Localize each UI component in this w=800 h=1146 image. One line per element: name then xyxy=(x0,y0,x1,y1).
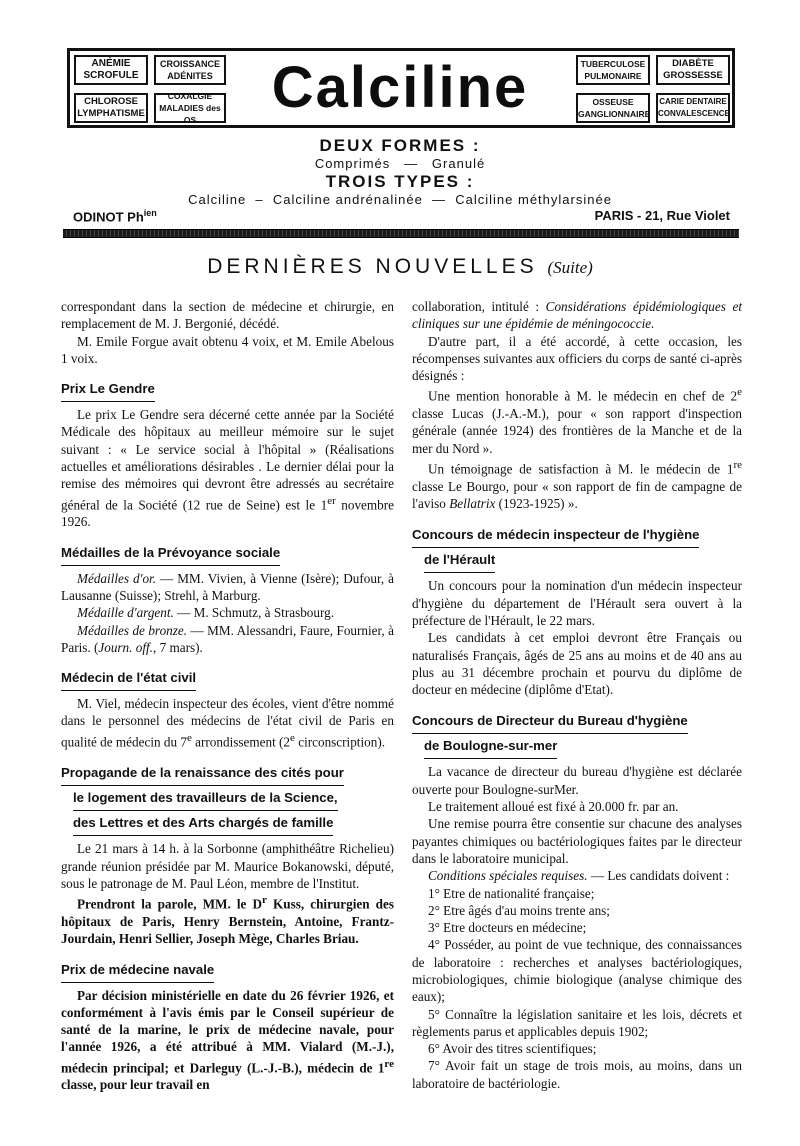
ad-box-line: SCROFULE xyxy=(83,70,139,81)
paragraph xyxy=(61,695,394,750)
superscript: r xyxy=(262,894,267,907)
heading-text: Prix de médecine navale xyxy=(61,959,214,983)
ad-brand-name: Calciline xyxy=(271,55,529,120)
italic-label: Médailles d'or. xyxy=(77,570,157,586)
condition-item: 5° Connaître la législation sanitaire et les lois, décrets et règlements parus et applicables depuis 1902; xyxy=(412,1006,742,1039)
ad-box-line: PULMONAIRE xyxy=(584,71,642,81)
paragraph-text: Kuss, chirurgien des hôpitaux de Paris, Henry Bernstein, Antoine, Frantz-Jourdain, Henri Sellier, Joseph Mège, Charles Briau. xyxy=(61,896,394,947)
paragraph-text: — MM. Alessandri, Faure, Fournier, à Paris. ( xyxy=(61,622,394,655)
heading-text: Concours de Directeur du Bureau d'hygiène xyxy=(412,709,688,734)
paragraph-text: M. Viel, médecin inspecteur des écoles, vient d'être nommé dans le personnel des médecins de l'état civil de Paris en qualité de médecin du 7 xyxy=(61,696,394,750)
ad-box-chlorose xyxy=(74,93,148,123)
ad-box-osseuse xyxy=(576,93,650,123)
ad-box-line: CONVALESCENCE xyxy=(658,109,730,118)
paragraph: D'autre part, il a été accordé, à cette occasion, les récompenses suivantes aux officiers du corps de santé ci-après désignés : xyxy=(412,333,742,384)
types-list: Calciline – Calciline andrénalinée — Calciline méthylarsinée xyxy=(188,192,612,207)
paragraph: La vacance de directeur du bureau d'hygiène est déclarée ouverte pour Boulogne-surMer. xyxy=(412,764,742,797)
heading-text: Propagande de la renaissance des cités pour xyxy=(61,761,344,786)
ad-box-line: MALADIES des OS xyxy=(159,103,221,125)
section-title xyxy=(0,255,800,279)
paragraph-text: (1923-1925) ». xyxy=(495,496,578,512)
paragraph-text: — M. Schmutz, à Strasbourg. xyxy=(173,605,335,621)
paragraph xyxy=(61,622,394,657)
ad-box-line: OSSEUSE xyxy=(592,97,634,107)
heading-concours-herault xyxy=(412,523,742,573)
heading-text: le logement des travailleurs de la Science, xyxy=(73,786,338,811)
ad-box-line: CHLOROSE xyxy=(84,96,138,107)
paragraph: Les candidats à cet emploi devront être Français ou naturalisés Français, âgés de 25 ans au moins et de 40 ans au plus au 31 décembre prochain et pourvu du diplôme de docteur en médecine (diplôme d'Etat). xyxy=(412,630,742,698)
paragraph: Un concours pour la nomination d'un médecin inspecteur d'hygiène du département de l'Hérault sera ouvert à la préfecture de l'Hérault, le 22 mars. xyxy=(412,578,742,628)
paragraph-text: Prendront la parole, MM. le D xyxy=(77,896,263,912)
paragraph-text: classe Lucas (J.-A.-M.), pour « son rapport d'inspection générale (année 1924) des frontières de la Manche et de la mer du Nord ». xyxy=(412,406,742,456)
paragraph: Une remise pourra être consentie sur chacune des analyses payantes chimiques ou bactériologiques faites par le directeur dans le laboratoire municipal. xyxy=(412,816,742,866)
condition-item: 1° Etre de nationalité française; xyxy=(428,885,595,901)
paragraph-text: novembre 1926. xyxy=(61,497,394,530)
italic-label: Conditions spéciales requises. xyxy=(428,868,588,884)
forms-list: Comprimés — Granulé xyxy=(314,156,486,171)
paragraph: Le 21 mars à 14 h. à la Sorbonne (amphithéâtre Richelieu) grande réunion présidée par M. Maurice Bokanowski, député, sous le patronage de M. Paul Léon, membre de l'Institut. xyxy=(61,841,394,892)
condition-item: 3° Etre docteurs en médecine; xyxy=(428,920,587,936)
ad-box-line: CARIE DENTAIRE xyxy=(659,97,727,106)
heading-prix-le-gendre xyxy=(61,378,394,402)
paragraph xyxy=(61,892,394,947)
heading-text: de l'Hérault xyxy=(424,548,495,573)
ad-box-line: ADÉNITES xyxy=(167,71,213,81)
paragraph xyxy=(61,406,394,530)
superscript: e xyxy=(737,386,742,399)
heading-medailles-prevoyance xyxy=(61,542,394,566)
heading-text: Prix Le Gendre xyxy=(61,378,155,402)
paragraph-text: collaboration, intitulé : xyxy=(412,299,546,314)
heading-medecin-etat-civil xyxy=(61,667,394,691)
superscript: re xyxy=(384,1057,394,1070)
section-title-suite: (Suite) xyxy=(547,258,593,277)
paragraph-text: arrondissement (2 xyxy=(191,734,291,750)
paragraph-text: Une mention honorable à M. le médecin en chef de 2 xyxy=(428,388,738,404)
heading-text: des Lettres et des Arts chargés de famille xyxy=(73,811,333,836)
italic-label: Médailles de bronze. xyxy=(77,622,188,638)
paragraph xyxy=(61,604,394,621)
ad-box-croissance xyxy=(154,55,226,85)
paragraph-text: Le prix Le Gendre sera décerné cette année par la Société Médicale des hôpitaux au meilleur mémoire sur le sujet suivant : « Le service social à l'hôpital » (Réalisations actuelles et améliorations désirables . Le dernier délai pour la remise des mémoires qui devront être adressés au secrétaire général de la Société (12 rue de Seine) est le 1 xyxy=(61,407,394,513)
condition-item: 7° Avoir fait un stage de trois mois, au moins, dans un laboratoire de bactériologie. xyxy=(412,1058,742,1091)
paragraph-text: , 7 mars). xyxy=(152,639,203,655)
forms-title: DEUX FORMES : xyxy=(319,136,481,155)
ad-box-diabete xyxy=(656,55,730,85)
maker-name-text: ODINOT Ph xyxy=(73,209,144,225)
paragraph xyxy=(412,298,742,333)
ad-box-line: GROSSESSE xyxy=(663,70,723,81)
right-column xyxy=(412,298,742,1092)
maker-name xyxy=(73,208,157,224)
heading-text: de Boulogne-sur-mer xyxy=(424,734,557,759)
ad-box-coxalgie xyxy=(154,93,226,123)
italic-ship-name: Bellatrix xyxy=(449,496,496,512)
paragraph xyxy=(61,987,394,1094)
paragraph-text: Un témoignage de satisfaction à M. le médecin de 1 xyxy=(428,461,734,477)
heading-text: Concours de médecin inspecteur de l'hygiène xyxy=(412,523,699,548)
italic-source: Journ. off. xyxy=(98,639,153,655)
paragraph-text: classe, pour leur travail en xyxy=(61,1077,210,1093)
calciline-advertisement xyxy=(67,48,735,128)
paragraph xyxy=(412,384,742,457)
paragraph: M. Emile Forgue avait obtenu 4 voix, et M. Emile Abelous 1 voix. xyxy=(61,333,394,366)
ad-box-line: COXALGIE xyxy=(167,91,213,101)
superscript: e xyxy=(290,731,295,744)
paragraph-text: classe Le Bourgo, pour « son rapport de fin de campagne de l'aviso xyxy=(412,478,742,512)
paragraph-text: — Les candidats doivent : xyxy=(587,868,730,884)
heading-prix-medecine-navale xyxy=(61,959,394,983)
maker-address: PARIS - 21, Rue Violet xyxy=(594,208,730,223)
superscript: re xyxy=(733,459,742,472)
paragraph xyxy=(412,457,742,512)
superscript: er xyxy=(327,494,336,507)
paragraph xyxy=(412,867,742,884)
ad-box-line: CROISSANCE xyxy=(159,59,220,69)
condition-item: 6° Avoir des titres scientifiques; xyxy=(428,1041,597,1057)
condition-item: 4° Posséder, au point de vue technique, des connaissances de laboratoire : recherches et analyses bactériologiques, microbiologiques, chimie biologique (analyse chimique des eaux); xyxy=(412,937,742,1005)
heading-text: Médailles de la Prévoyance sociale xyxy=(61,542,280,566)
paragraph: Le traitement alloué est fixé à 20.000 fr. par an. xyxy=(428,799,679,815)
types-title: TROIS TYPES : xyxy=(325,172,475,191)
paragraph xyxy=(61,570,394,605)
left-column xyxy=(61,298,394,1094)
condition-item: 2° Etre âgés d'au moins trente ans; xyxy=(428,902,610,918)
ad-box-line: LYMPHATISME xyxy=(77,108,145,119)
ad-box-line: ANÉMIE xyxy=(91,58,131,69)
ad-box-line: GANGLIONNAIRE xyxy=(578,109,651,119)
italic-title: Considérations épidémiologiques et cliniques sur une épidémie de méningococcie. xyxy=(412,299,742,332)
ad-box-anemie xyxy=(74,55,148,85)
ad-box-tuberculose xyxy=(576,55,650,85)
superscript: e xyxy=(186,731,192,744)
heading-propagande xyxy=(61,761,394,836)
ad-box-line: DIABÈTE xyxy=(672,58,714,69)
paragraph-text: circonscription). xyxy=(294,734,386,750)
heading-concours-boulogne xyxy=(412,709,742,759)
maker-name-sup: ien xyxy=(143,208,157,218)
ad-box-line: TUBERCULOSE xyxy=(580,59,646,69)
header-rule xyxy=(63,229,739,238)
paragraph: correspondant dans la section de médecine et chirurgie, en remplacement de M. J. Bergonié, décédé. xyxy=(61,299,394,332)
section-title-text: DERNIÈRES NOUVELLES xyxy=(207,255,538,278)
italic-label: Médaille d'argent. xyxy=(77,605,174,621)
heading-text: Médecin de l'état civil xyxy=(61,667,196,691)
paragraph-text: — MM. Vivien, à Vienne (Isère); Dufour, à Lausanne (Suisse); Strehl, à Marburg. xyxy=(61,570,394,603)
paragraph-text: Par décision ministérielle en date du 26 février 1926, et conformément à l'avis émis par le Conseil supérieur de santé de la marine, le prix de médecine navale, pour l'année 1926, a été attribué à MM. Vialard (M.-J.), médecin principal; et Darleguy (L.-J.-B.), médecin de 1 xyxy=(61,987,394,1076)
ad-box-carie xyxy=(656,93,730,123)
